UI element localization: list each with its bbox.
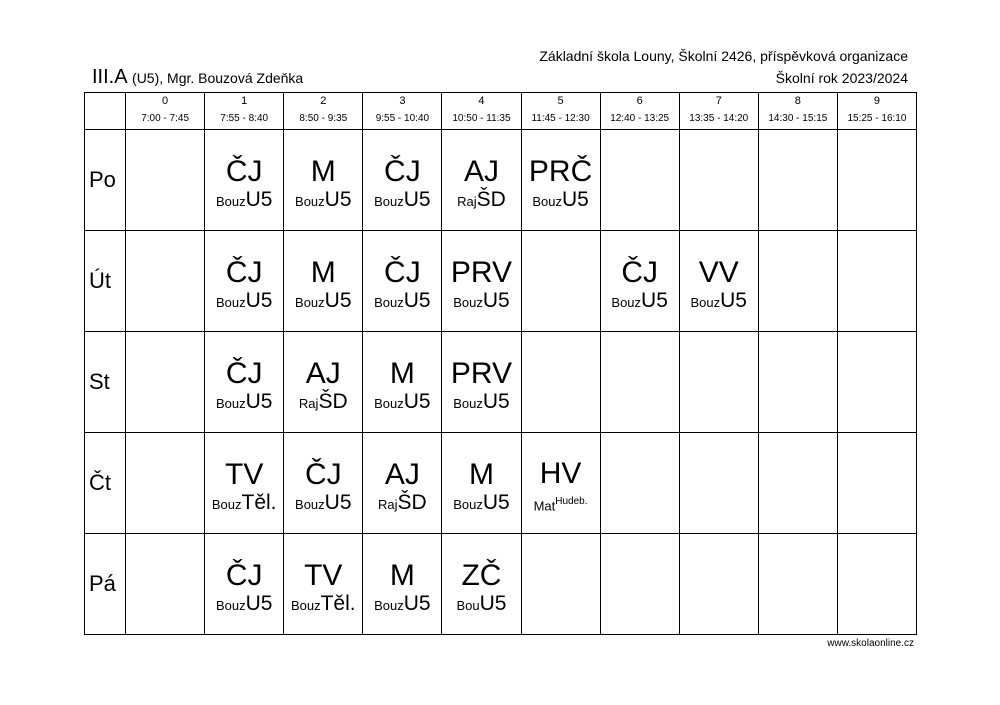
empty-cell bbox=[679, 433, 758, 534]
lesson-cell bbox=[205, 332, 284, 433]
lesson-teacher: Bouz bbox=[611, 295, 642, 310]
class-title bbox=[92, 66, 303, 89]
class-name: III.A bbox=[92, 66, 128, 88]
lesson-meta bbox=[442, 391, 520, 415]
lesson-meta bbox=[601, 290, 679, 314]
day-label: Čt bbox=[85, 433, 126, 534]
lesson-room: U5 bbox=[245, 289, 273, 312]
school-year: Školní rok 2023/2024 bbox=[775, 70, 908, 86]
lesson-room: ŠD bbox=[476, 188, 506, 211]
day-row bbox=[85, 534, 917, 635]
period-number-row bbox=[85, 93, 917, 109]
empty-cell bbox=[126, 534, 205, 635]
lesson-subject: ČJ bbox=[621, 256, 658, 289]
lesson-cell bbox=[442, 534, 521, 635]
lesson-teacher: Bouz bbox=[453, 497, 483, 512]
lesson-subject: AJ bbox=[305, 357, 341, 390]
lesson-subject: M bbox=[389, 357, 415, 390]
lesson-meta bbox=[363, 391, 441, 415]
period-number: 6 bbox=[600, 93, 679, 109]
lesson-room: U5 bbox=[720, 289, 747, 312]
lesson-teacher: Bouz bbox=[215, 598, 246, 613]
lesson-cell bbox=[679, 231, 758, 332]
lesson-teacher: Raj bbox=[457, 194, 477, 209]
lesson-meta bbox=[442, 492, 520, 516]
empty-cell bbox=[679, 130, 758, 231]
lesson-meta bbox=[363, 593, 441, 617]
lesson-cell bbox=[284, 130, 363, 231]
empty-cell bbox=[758, 231, 837, 332]
day-row bbox=[85, 433, 917, 534]
lesson-room: U5 bbox=[403, 390, 431, 413]
lesson-teacher: Bouz bbox=[215, 396, 246, 411]
day-row bbox=[85, 130, 917, 231]
lesson-cell bbox=[442, 231, 521, 332]
lesson-room: Těl. bbox=[320, 592, 356, 615]
empty-cell bbox=[679, 332, 758, 433]
lesson-subject: ČJ bbox=[225, 357, 263, 390]
lesson-teacher: Bouz bbox=[374, 295, 404, 310]
lesson-cell bbox=[205, 130, 284, 231]
lesson-teacher: Bouz bbox=[290, 598, 321, 613]
lesson-cell bbox=[521, 130, 600, 231]
lesson-meta bbox=[205, 391, 283, 415]
header-corner bbox=[85, 93, 126, 130]
lesson-meta bbox=[205, 290, 283, 314]
lesson-teacher: Bouz bbox=[295, 295, 325, 310]
period-number: 3 bbox=[363, 93, 442, 109]
lesson-teacher: Bouz bbox=[295, 497, 325, 512]
lesson-cell bbox=[205, 231, 284, 332]
period-number: 4 bbox=[442, 93, 521, 109]
day-label: Pá bbox=[85, 534, 126, 635]
lesson-cell bbox=[284, 534, 363, 635]
empty-cell bbox=[600, 433, 679, 534]
day-label: Po bbox=[85, 130, 126, 231]
empty-cell bbox=[521, 534, 600, 635]
period-number: 1 bbox=[205, 93, 284, 109]
lesson-cell bbox=[600, 231, 679, 332]
lesson-cell bbox=[205, 534, 284, 635]
lesson-subject: PRV bbox=[450, 357, 513, 390]
period-time: 9:55 - 10:40 bbox=[363, 108, 442, 130]
empty-cell bbox=[600, 130, 679, 231]
empty-cell bbox=[126, 433, 205, 534]
lesson-teacher: Bouz bbox=[453, 396, 483, 411]
lesson-subject: PRV bbox=[450, 256, 513, 289]
empty-cell bbox=[837, 433, 916, 534]
lesson-meta bbox=[442, 593, 520, 617]
lesson-room: U5 bbox=[561, 188, 589, 211]
lesson-cell bbox=[442, 433, 521, 534]
empty-cell bbox=[758, 332, 837, 433]
period-time: 11:45 - 12:30 bbox=[521, 108, 600, 130]
period-time: 15:25 - 16:10 bbox=[837, 108, 916, 130]
lesson-room: U5 bbox=[641, 289, 668, 312]
school-name: Základní škola Louny, Školní 2426, příspěvková organizace bbox=[539, 48, 908, 64]
lesson-teacher: Bouz bbox=[374, 194, 404, 209]
day-row bbox=[85, 231, 917, 332]
lesson-meta bbox=[522, 189, 600, 213]
lesson-teacher: Bouz bbox=[295, 194, 325, 209]
lesson-room: U5 bbox=[403, 289, 431, 312]
lesson-cell bbox=[521, 433, 600, 534]
empty-cell bbox=[837, 130, 916, 231]
period-number: 5 bbox=[521, 93, 600, 109]
lesson-subject: PRČ bbox=[528, 155, 593, 188]
lesson-meta bbox=[680, 290, 758, 314]
lesson-subject: M bbox=[310, 256, 336, 289]
lesson-teacher: Bouz bbox=[374, 396, 404, 411]
period-time: 12:40 - 13:25 bbox=[600, 108, 679, 130]
period-number: 7 bbox=[679, 93, 758, 109]
empty-cell bbox=[521, 231, 600, 332]
period-number: 8 bbox=[758, 93, 837, 109]
lesson-meta bbox=[284, 290, 362, 314]
lesson-room: U5 bbox=[482, 491, 510, 514]
period-time: 7:00 - 7:45 bbox=[126, 108, 205, 130]
lesson-cell bbox=[284, 332, 363, 433]
lesson-subject: TV bbox=[304, 559, 343, 592]
lesson-teacher: Bouz bbox=[374, 598, 404, 613]
lesson-room: U5 bbox=[482, 289, 510, 312]
lesson-room: Těl. bbox=[241, 491, 277, 514]
lesson-room: U5 bbox=[482, 390, 510, 413]
period-time: 7:55 - 8:40 bbox=[205, 108, 284, 130]
empty-cell bbox=[600, 332, 679, 433]
lesson-teacher: Bouz bbox=[215, 295, 246, 310]
lesson-subject: ČJ bbox=[384, 256, 421, 289]
period-number: 0 bbox=[126, 93, 205, 109]
lesson-room: ŠD bbox=[397, 491, 427, 514]
lesson-room: ŠD bbox=[318, 390, 348, 413]
empty-cell bbox=[837, 534, 916, 635]
timetable-body bbox=[85, 93, 917, 635]
period-time: 14:30 - 15:15 bbox=[758, 108, 837, 130]
lesson-teacher: Raj bbox=[298, 396, 319, 411]
lesson-teacher: Bouz bbox=[453, 295, 483, 310]
footer-link: www.skolaonline.cz bbox=[827, 638, 914, 649]
lesson-subject: VV bbox=[698, 256, 739, 289]
lesson-subject: AJ bbox=[463, 155, 499, 188]
period-time: 13:35 - 14:20 bbox=[679, 108, 758, 130]
empty-cell bbox=[679, 534, 758, 635]
empty-cell bbox=[126, 332, 205, 433]
empty-cell bbox=[758, 433, 837, 534]
lesson-teacher: Bou bbox=[456, 598, 480, 613]
empty-cell bbox=[837, 332, 916, 433]
lesson-cell bbox=[363, 231, 442, 332]
lesson-subject: M bbox=[468, 458, 494, 491]
lesson-subject: ČJ bbox=[225, 155, 263, 188]
lesson-meta bbox=[442, 189, 520, 213]
lesson-subject: M bbox=[389, 559, 415, 592]
empty-cell bbox=[521, 332, 600, 433]
lesson-room: U5 bbox=[324, 289, 352, 312]
empty-cell bbox=[837, 231, 916, 332]
lesson-meta bbox=[205, 593, 283, 617]
lesson-subject: ČJ bbox=[304, 458, 342, 491]
lesson-subject: ČJ bbox=[384, 155, 421, 188]
lesson-cell bbox=[284, 231, 363, 332]
period-number: 9 bbox=[837, 93, 916, 109]
lesson-meta bbox=[522, 491, 600, 517]
lesson-teacher: Bouz bbox=[215, 194, 246, 209]
lesson-teacher: Raj bbox=[378, 497, 398, 512]
lesson-cell bbox=[363, 433, 442, 534]
lesson-room: Hudeb. bbox=[555, 495, 588, 507]
lesson-subject: M bbox=[310, 155, 336, 188]
period-time: 8:50 - 9:35 bbox=[284, 108, 363, 130]
lesson-meta bbox=[205, 492, 283, 516]
lesson-subject: HV bbox=[539, 456, 582, 490]
lesson-teacher: Bouz bbox=[532, 194, 562, 209]
lesson-meta bbox=[363, 492, 441, 516]
lesson-meta bbox=[363, 189, 441, 213]
timetable bbox=[84, 92, 917, 635]
lesson-room: U5 bbox=[245, 390, 273, 413]
lesson-teacher: Bouz bbox=[690, 295, 721, 310]
lesson-meta bbox=[363, 290, 441, 314]
lesson-teacher: Bouz bbox=[211, 497, 242, 512]
period-number: 2 bbox=[284, 93, 363, 109]
lesson-cell bbox=[363, 332, 442, 433]
lesson-meta bbox=[284, 593, 362, 617]
lesson-room: U5 bbox=[324, 491, 352, 514]
lesson-cell bbox=[442, 130, 521, 231]
lesson-subject: ZČ bbox=[461, 559, 502, 592]
lesson-cell bbox=[284, 433, 363, 534]
lesson-meta bbox=[284, 391, 362, 415]
empty-cell bbox=[126, 130, 205, 231]
lesson-meta bbox=[442, 290, 520, 314]
lesson-meta bbox=[284, 492, 362, 516]
lesson-cell bbox=[363, 130, 442, 231]
day-label: Út bbox=[85, 231, 126, 332]
lesson-subject: ČJ bbox=[225, 559, 263, 592]
period-time-row bbox=[85, 108, 917, 130]
empty-cell bbox=[600, 534, 679, 635]
lesson-subject: TV bbox=[225, 458, 264, 491]
empty-cell bbox=[758, 130, 837, 231]
lesson-meta bbox=[284, 189, 362, 213]
lesson-room: U5 bbox=[479, 592, 507, 615]
lesson-cell bbox=[442, 332, 521, 433]
lesson-room: U5 bbox=[245, 188, 273, 211]
lesson-teacher: Mat bbox=[533, 498, 556, 514]
lesson-cell bbox=[205, 433, 284, 534]
lesson-room: U5 bbox=[403, 592, 431, 615]
lesson-subject: AJ bbox=[384, 458, 420, 491]
period-time: 10:50 - 11:35 bbox=[442, 108, 521, 130]
day-label: St bbox=[85, 332, 126, 433]
lesson-subject: ČJ bbox=[225, 256, 263, 289]
class-room-teacher: (U5), Mgr. Bouzová Zdeňka bbox=[132, 70, 304, 86]
empty-cell bbox=[758, 534, 837, 635]
lesson-room: U5 bbox=[245, 592, 273, 615]
empty-cell bbox=[126, 231, 205, 332]
day-row bbox=[85, 332, 917, 433]
lesson-cell bbox=[363, 534, 442, 635]
lesson-room: U5 bbox=[403, 188, 431, 211]
lesson-room: U5 bbox=[324, 188, 352, 211]
lesson-meta bbox=[205, 189, 283, 213]
